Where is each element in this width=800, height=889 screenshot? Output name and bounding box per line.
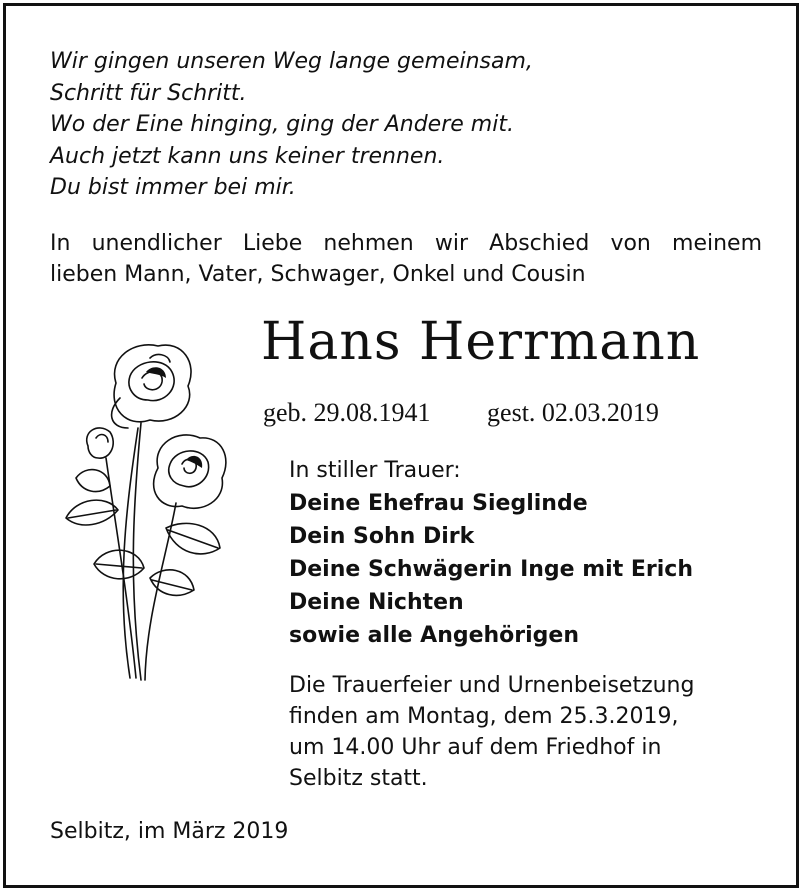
poem-line: Du bist immer bei mir.	[50, 175, 296, 200]
poem	[50, 46, 533, 204]
poem-line: Wo der Eine hinging, ging der Andere mit.	[50, 112, 514, 137]
poem-line: Schritt für Schritt.	[50, 80, 247, 106]
family-member: sowie alle Angehörigen	[289, 623, 580, 648]
birth-date: geb. 29.08.1941	[263, 398, 431, 427]
death-date: gest. 02.03.2019	[487, 398, 659, 427]
life-dates	[263, 398, 659, 428]
family-member: Deine Nichten	[289, 590, 464, 615]
family-list	[289, 454, 693, 652]
mourning-heading: In stiller Trauer:	[289, 458, 461, 483]
family-member: Dein Sohn Dirk	[289, 524, 475, 549]
family-member: Deine Ehefrau Sieglinde	[289, 491, 588, 516]
obituary-card	[3, 3, 799, 888]
place-date: Selbitz, im März 2019	[50, 819, 289, 844]
funeral-line: Selbitz statt.	[289, 766, 428, 791]
intro-line: In unendlicher Liebe nehmen wir Abschied von meinem	[50, 231, 762, 256]
funeral-line: finden am Montag, dem 25.3.2019,	[289, 704, 679, 729]
intro-line: lieben Mann, Vater, Schwager, Onkel und Cousin	[50, 262, 586, 287]
funeral-line: um 14.00 Uhr auf dem Friedhof in	[289, 735, 662, 760]
rose-icon	[46, 328, 236, 688]
poem-line: Auch jetzt kann uns keiner trennen.	[50, 143, 445, 169]
family-member: Deine Schwägerin Inge mit Erich	[289, 557, 694, 582]
poem-line: Wir gingen unseren Weg lange gemeinsam,	[50, 49, 533, 74]
intro-text	[50, 228, 762, 290]
funeral-notice	[289, 670, 694, 794]
funeral-line: Die Trauerfeier und Urnenbeisetzung	[289, 673, 695, 698]
deceased-name: Hans Herrmann	[261, 312, 701, 372]
